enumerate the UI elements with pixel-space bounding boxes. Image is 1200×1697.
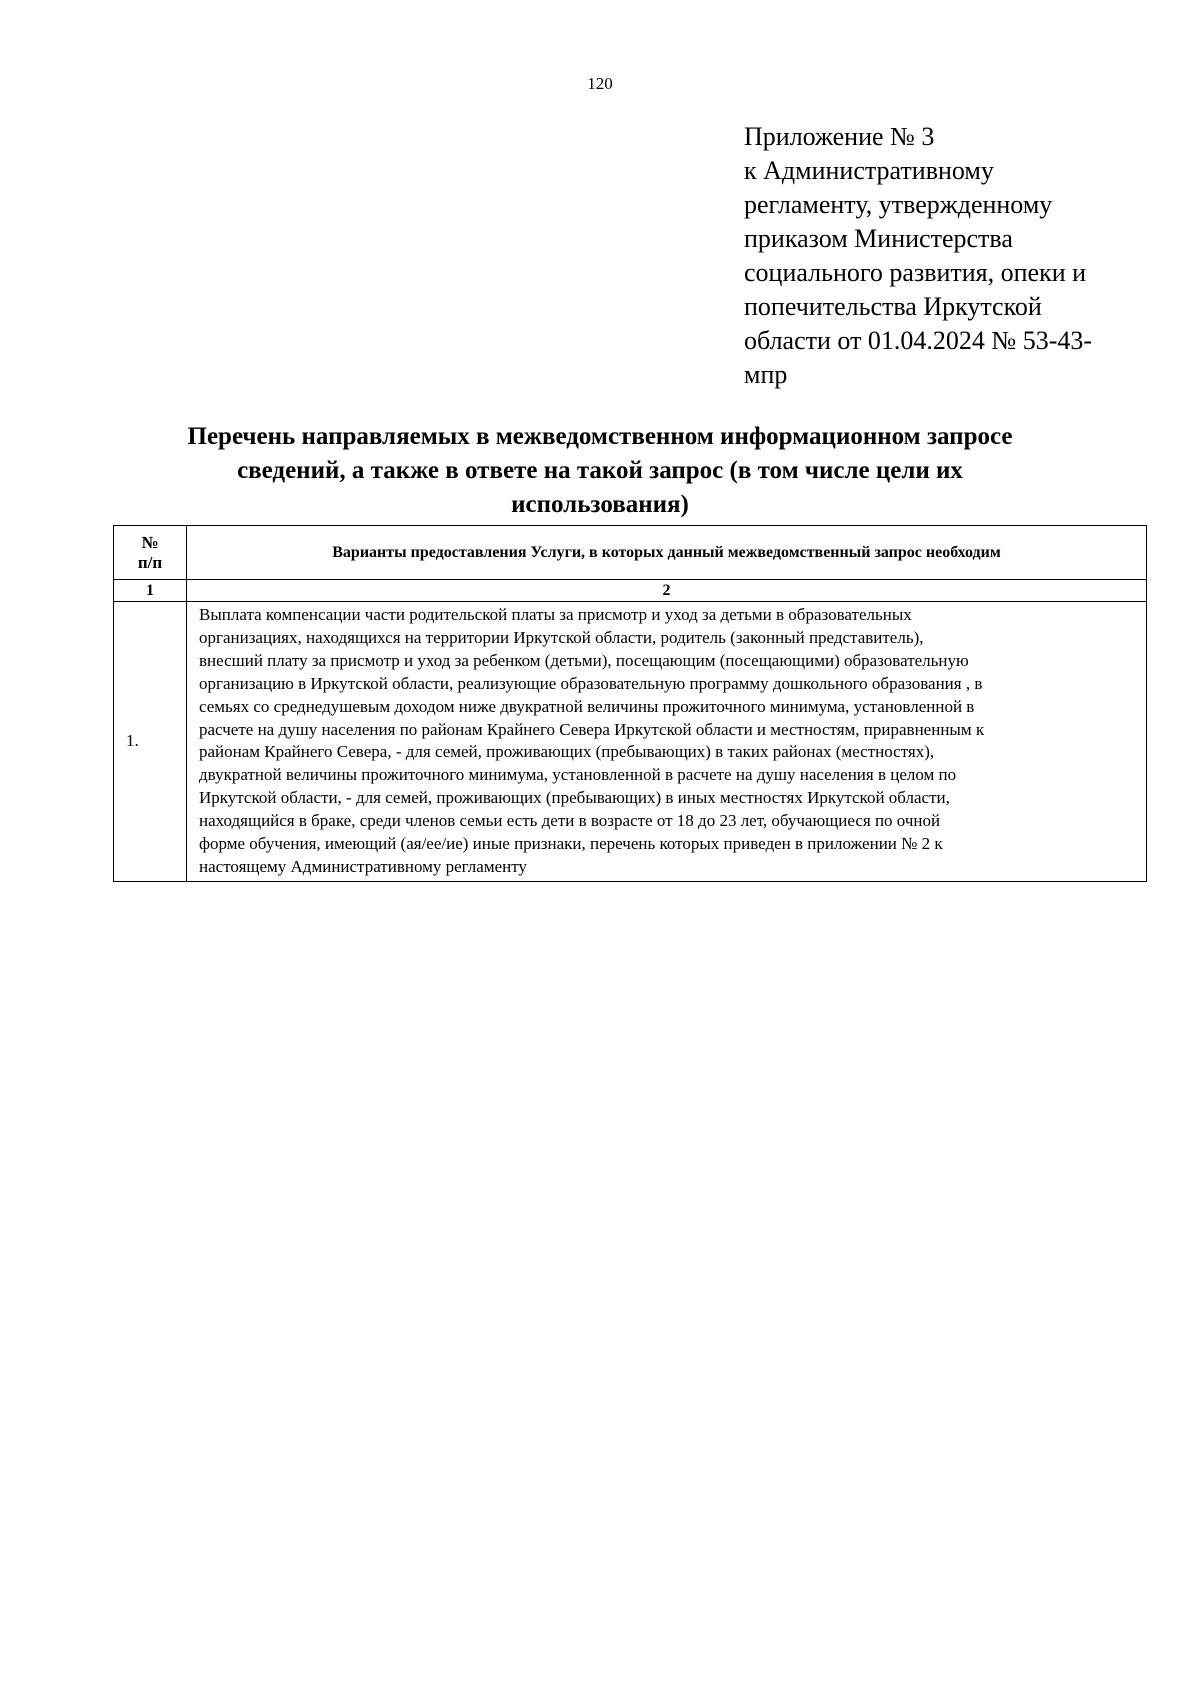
document-title (120, 420, 1080, 522)
header-number-cell (114, 526, 187, 580)
appendix-line: к Административному (744, 156, 994, 185)
row-number: 1. (114, 602, 187, 882)
row-text-line: двукратной величины прожиточного минимума, установленной в расчете на душу населения в целом по (199, 765, 957, 785)
row-variant-text (187, 602, 1147, 882)
title-line: сведений, а также в ответе на такой запрос (в том числе цели их (237, 457, 963, 484)
row-text-line: внесший плату за присмотр и уход за ребенком (детьми), посещающим (посещающими) образовательную (199, 650, 969, 670)
appendix-line: приказом Министерства (744, 224, 1013, 253)
appendix-line: области от 01.04.2024 № 53-43- (744, 326, 1093, 355)
row-text-line: Иркутской области, - для семей, проживающих (пребывающих) в иных местностях Иркутской области, (199, 788, 950, 808)
header-variants-cell: Варианты предоставления Услуги, в которых данный межведомственный запрос необходим (187, 526, 1147, 580)
appendix-note (744, 120, 1144, 392)
row-text-line: расчете на душу населения по районам Крайнего Севера Иркутской области и местностям, приравненным к (199, 719, 985, 739)
row-text-line: организацию в Иркутской области, реализующие образовательную программу дошкольного образования , в (199, 673, 983, 693)
table-row (114, 602, 1147, 882)
title-line: Перечень направляемых в межведомственном информационном запросе (187, 423, 1013, 450)
table-index-row (114, 580, 1147, 602)
appendix-line: социального развития, опеки и (744, 258, 1087, 287)
appendix-line: мпр (744, 360, 788, 389)
header-number-abbr: п/п (137, 552, 163, 572)
row-text-line: районам Крайнего Севера, - для семей, проживающих (пребывающих) в таких районах (местностях), (199, 742, 935, 762)
appendix-line: регламенту, утвержденному (744, 190, 1053, 219)
table-header-row (114, 526, 1147, 580)
index-cell-2: 2 (187, 580, 1147, 602)
header-number-sign: № (141, 532, 159, 552)
row-text-line: организациях, находящихся на территории Иркутской области, родитель (законный представитель), (199, 627, 924, 647)
row-text-line: находящийся в браке, среди членов семьи есть дети в возрасте от 18 до 23 лет, обучающиеся по очной (199, 811, 941, 831)
row-text-line: Выплата компенсации части родительской платы за присмотр и уход за детьми в образовательных (199, 605, 912, 624)
row-text-line: настоящему Административному регламенту (199, 856, 527, 876)
interagency-request-table (113, 525, 1147, 882)
row-text-line: семьях со среднедушевым доходом ниже двукратной величины прожиточного минимума, установленной в (199, 696, 975, 716)
index-cell-1: 1 (114, 580, 187, 602)
row-text-line: форме обучения, имеющий (ая/ее/ие) иные признаки, перечень которых приведен в приложении № 2 к (199, 834, 943, 854)
appendix-line: Приложение № 3 (744, 122, 935, 151)
appendix-line: попечительства Иркутской (744, 292, 1042, 321)
title-line: использования) (511, 491, 689, 518)
page-number: 120 (587, 74, 613, 93)
